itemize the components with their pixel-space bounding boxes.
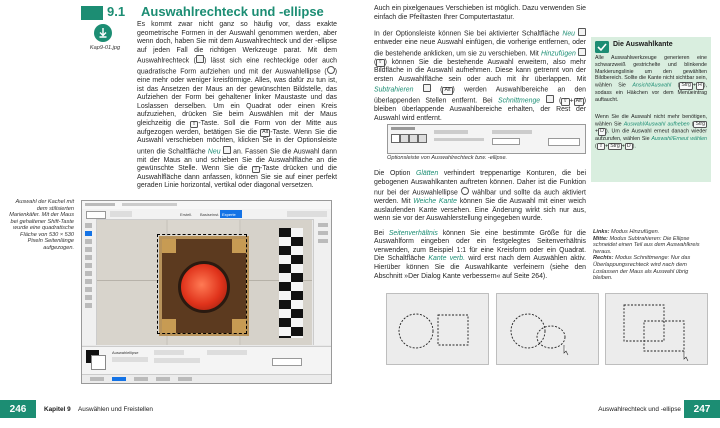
right-footer-title: Auswahlrechteck und -ellipse [598, 406, 681, 413]
checker-strip [279, 228, 291, 338]
tip-text: Alle Auswahlwerkzeuge generieren eine schwarzweiß gestrichelte und blinkende Markierungslinie um den gewählten Bildbereich. Sollte die Kante nicht sichtbar sein, wählen Sie Ansicht/Auswahl ( Strg + H ), sodass ein Häkchen vor dem Menüeintrag auftaucht. [595, 55, 707, 103]
tab-erstellen[interactable]: Erstell. [180, 211, 193, 217]
app-screenshot [81, 200, 332, 384]
selection-marquee [157, 234, 247, 334]
refine-edge-button[interactable] [272, 358, 302, 366]
tip-text-2: Wenn Sie die Auswahl nicht mehr benötigen, wählen Sie Auswahl/Auswahl aufheben ( Strg+ D ). Um die Auswahl erneut danach wieder aufzurufen, wählen Sie Auswahl/Erneut wählen ( ⇧ + Strg + D ). [595, 114, 708, 150]
checker-strip-2 [291, 228, 303, 338]
options-refine-button[interactable] [548, 138, 580, 146]
side-note: Links: Modus Hinzufügen. Mitte: Modus Subtrahieren: Die Ellipse schneidet einen Teil aus dem Auswahlkreis heraus. Rechts: Modus Schnittmenge: Nur das Überlappungsrechteck wird nach dem Loslassen der Maus als Auswahl übrig bleiben. [593, 229, 700, 282]
right-page-number: 247 [693, 404, 711, 415]
right-paragraph-3: Die Option Glätten verhindert treppenartige Konturen, die bei gebogenen Auswahlkanten auftreten können. Daher ist die Funktion nur bei der Auswahlellipse wählbar und sollte da auch aktiviert werden. Mit Weiche Kante können Sie die Auswahl mit einer weich auslaufenden Kante versehen. Eine Änderung wirkt sich nur aus, wenn sie vor der Auswahlerstellung eingegeben wurde. [374, 170, 587, 223]
mode-intersect-icon[interactable] [418, 134, 427, 143]
right-paragraph-1: Auch ein pixelgenaues Verschieben ist möglich. Dazu verwenden Sie einfach die Pfeiltasten Ihrer Computertastatur. [374, 5, 586, 21]
right-body-bottom [374, 170, 586, 281]
section-number: 9.1 [107, 4, 126, 19]
chapter-title: Auswählen und Freistellen [78, 406, 153, 413]
mode-add-icon[interactable] [400, 134, 409, 143]
left-body-text [137, 21, 337, 191]
options-bar-screenshot [387, 124, 586, 154]
mode-subtract-icon[interactable] [409, 134, 418, 143]
right-paragraph-2: In der Optionsleiste können Sie bei aktivierter Schaltfläche Neu entweder eine neue Auswahl einfügen, die vorherige entfernen, oder die bestehende anklicken, um sie zu verschieben. Mit Hinzufügen ( ⇧ ) können Sie die bestehende Auswahl erweitern, also mehr Bildfläche in die Auswahl aufnehmen. Diese kann getrennt von der ersten Auswahlfläche sein oder auch mit ihr überlappen. Mit Subtrahieren ( Alt ) werden Auswahlbereiche an den überlappenden Stellen entfernt. Bei Schnittmenge ( ⇧ + Alt ) bleiben überlappende Auswahlbereiche erhalten, der Rest der Auswahl wird entfernt. [374, 28, 586, 123]
chapter-label: Kapitel 9 [44, 406, 71, 413]
figure-file-label: Kap9-01.jpg [89, 45, 121, 51]
options-tool-label: Auswahlellipse [112, 350, 139, 355]
left-page-number: 246 [9, 404, 27, 415]
options-caption: Optionsleiste von Auswahlrechteck bzw. -ellipse. [387, 155, 508, 161]
tip-title: Die Auswahlkante [613, 41, 673, 48]
image-canvas[interactable] [97, 220, 312, 345]
bg-color-swatch[interactable] [91, 355, 106, 370]
figure-caption: Auswahl der Kachel mit dem stilisierten Marienkäfer. Mit der Maus bei gehaltener Shift-Taste wurde eine quadratische Fläche von 530 × 530 Pixeln Seitenlänge aufgezogen. [9, 199, 74, 251]
tip-box [591, 37, 711, 182]
section-title: Auswahlrechteck und -ellipse [141, 4, 324, 19]
download-icon [94, 24, 112, 42]
selection-mode-illustrations [386, 293, 708, 365]
tab-basis[interactable]: Basiseinst. [200, 211, 220, 217]
right-paragraph-4: Bei Seitenverhältnis können Sie eine bestimmte Größe für die Auswahlform eingeben oder ein festgelegtes Seitenverhältnis verwenden, zum Beispiel 1:1 für eine Kreisform oder ein Quadrat. Die Schaltfläche Kante verb. wird erst nach dem Auswählen aktiv. Hierüber können Sie die Auswahlkante verfeinern (siehe den Abschnitt »Der Dialog Kante verbessern« auf Seite 264). [374, 229, 587, 280]
section-number-bar [81, 6, 103, 20]
open-button[interactable] [86, 211, 106, 219]
tab-experte[interactable]: Experte [222, 211, 236, 217]
left-paragraph: Es kommt zwar nicht ganz so häufig vor, dass exakte geometrische Formen in der Auswahl genommen werden, aber wenn doch, haben Sie mit dem Auswahlrechteck und der -ellipse auf jeden Fall die richtigen Werkzeuge parat. Mit dem Auswahlrechteck ( ) lässt sich eine rechteckige oder auch quadratische Form aufziehen und mit der Auswahlellipse ( ) eine mehr oder weniger kreisförmige. Alles, was dafür zu tun ist, ist das Ansetzen der Maus an der gewünschten Bildstelle, das Aufziehen der Form bei gehaltener linker Maustaste und das Loslassen derselben. Um ein Quadrat oder einen Kreis aufzuziehen, drücken Sie beim Auswählen mit der Maus gleichzeitig die ⇧ -Taste. Soll die Form von der Mitte aus aufgezogen werden, betätigen Sie die Alt -Taste. Wenn Sie die Auswahl verschieben möchten, klicken Sie in der Optionsleiste unten die Schaltfläche Neu an. Fassen Sie die Auswahl dann mit der Maus an und schieben Sie die Auswahlfläche an die gewünschte Stelle. Wenn Sie die ⇧ -Taste drücken und die Auswahlfläche dann anfassen, können Sie sie auf einer perfekt geraden Linie horizontal, vertikal oder diagonal versetzen. [137, 21, 338, 190]
tool-panel [82, 219, 97, 345]
mode-new-icon[interactable] [391, 134, 400, 143]
right-panel [313, 219, 332, 345]
app-bottom-bar [82, 374, 331, 384]
app-toolbar [82, 209, 331, 220]
right-body-top [374, 5, 586, 124]
tool-options-bar [82, 346, 331, 375]
check-icon [595, 40, 609, 52]
